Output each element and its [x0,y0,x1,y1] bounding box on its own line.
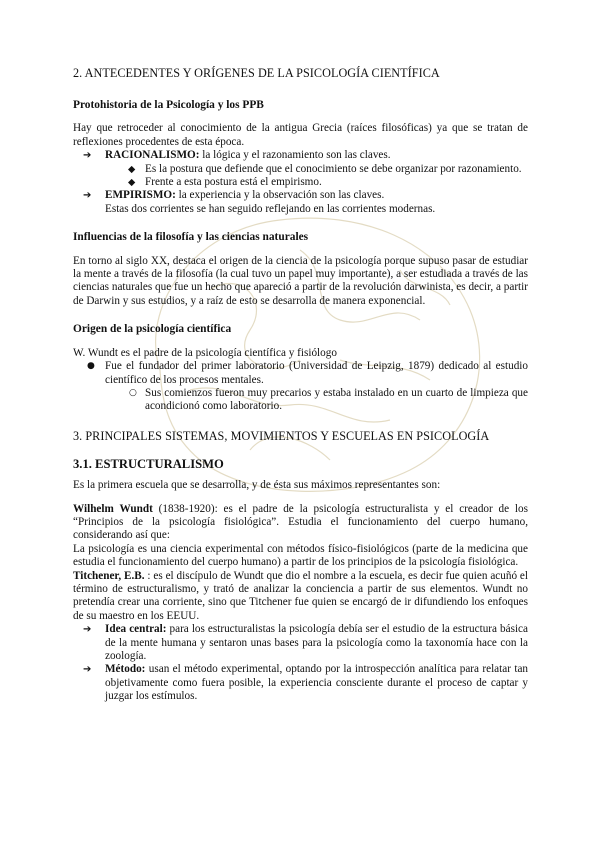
wundt-paragraph [73,503,528,543]
arrow-right-icon: ➔ [83,150,92,162]
racionalismo-sub-1-text: Es la postura que defiende que el conocimiento se debe organizar por razonamiento. [145,162,522,175]
dot-bullet-icon: ● [87,361,95,372]
estructuralismo-heading: 3.1. ESTRUCTURALISMO [73,456,224,471]
list-item-empirismo [73,189,528,202]
empirismo-text: la experiencia y la observación son las claves. [175,189,385,202]
list-item-idea-central [73,623,528,663]
racionalismo-label: RACIONALISMO: [105,149,200,162]
protohistoria-title: Protohistoria de la Psicología y los PPB [73,99,264,111]
estructuralismo-intro: Es la primera escuela que se desarrolla, y de ésta sus máximos representantes son: [73,479,441,492]
section-2-heading: 2. ANTECEDENTES Y ORÍGENES DE LA PSICOLOGÍA CIENTÍFICA [73,66,440,80]
titchener-name: Titchener, E.B. [73,569,145,582]
origen-title: Origen de la psicología científica [73,323,232,336]
idea-central-text: para los estructuralistas la psicología debía ser el estudio de la estructura básica de la mente humana y sentaron unas bases para la psicología como la taxonomía hace con la zoología. [105,623,528,662]
metodo-text: usan el método experimental, optando por la introspección analítica para relatar tan objetivamente como fuera posible, la experiencia consciente durante el proceso de captar y juzgar los estímulos. [105,663,528,703]
metodo-label: Método: [105,663,146,676]
diamond-bullet-icon: ◆ [128,177,136,189]
wundt-name: Wilhelm Wundt [73,502,153,515]
list-item-comienzos [73,387,528,414]
titchener-text: : es el discípulo de Wundt que dio el nombre a la escuela, es decir fue quien acuñó el término de estructuralismo, y trató de analizar la conciencia a partir de sus elementos. Wundt no pretendía crear una corriente, sino que Titchener fue quien se encargó de ir difundiendo los enfoques de su maestro en los EEUU. [73,569,529,622]
arrow-right-icon: ➔ [83,190,92,202]
list-item-racionalismo [73,149,528,162]
racionalismo-sub-2-text: Frente a esta postura está el empirismo. [145,176,322,189]
arrow-right-icon: ➔ [83,624,92,636]
diamond-bullet-icon: ◆ [128,163,136,175]
list-item-metodo [73,663,528,703]
list-item-laboratorio [73,360,528,387]
psicologia-paragraph: La psicología es una ciencia experimental con métodos físico-fisiológicos (parte de la medicina que estudia el funcionamiento del cuerpo humano) a partir de los principios de la psicología fisiológica. [73,542,528,569]
racionalismo-text: la lógica y el razonamiento son las claves. [199,149,391,162]
empirismo-continuation: Estas dos corrientes se han seguido reflejando en las corrientes modernas. [105,202,436,215]
protohistoria-intro: Hay que retroceder al conocimiento de la antigua Grecia (raíces filosóficas) ya que se tratan de reflexiones procedentes de esta época. [73,122,528,148]
influencias-title: Influencias de la filosofía y las ciencias naturales [73,231,309,244]
wundt-text: (1838-1920): es el padre de la psicología estructuralista y el creador de los “Principios de la psicología fisiológica”. Estudia el funcionamiento del cuerpo humano, considerando así que: [73,502,528,542]
arrow-right-icon: ➔ [83,664,92,676]
influencias-text: En torno al siglo XX, destaca el origen de la ciencia de la psicología porque supuso pasar de estudiar la mente a través de la filosofía (la cual tuvo un papel muy importante), a ser estudiada a través de las ciencias naturales que fue un hecho que apareció a partir de la revolución darwinista, es decir, a partir de Darwin y sus estudios, y a raíz de esto se desarrolla de manera exponencial. [73,254,528,307]
section-3-heading: 3. PRINCIPALES SISTEMAS, MOVIMIENTOS Y ESCUELAS EN PSICOLOGÍA [73,428,490,443]
titchener-paragraph [73,570,528,624]
empirismo-label: EMPIRISMO: [105,189,176,202]
document-page [73,66,528,704]
circle-bullet-icon: ○ [129,387,137,398]
comienzos-text: Sus comienzos fueron muy precarios y estaba instalado en un cuarto de limpieza que acondicionó como laboratorio. [145,386,528,413]
list-item-racionalismo-sub-2 [73,176,528,189]
laboratorio-text: Fue el fundador del primer laboratorio (Universidad de Leipzig, 1879) dedicado al estudio científico de los procesos mentales. [105,360,528,386]
origen-intro: W. Wundt es el padre de la psicología científica y fisiólogo [73,346,337,359]
idea-central-label: Idea central: [105,623,167,636]
list-item-racionalismo-sub-1 [73,163,528,176]
